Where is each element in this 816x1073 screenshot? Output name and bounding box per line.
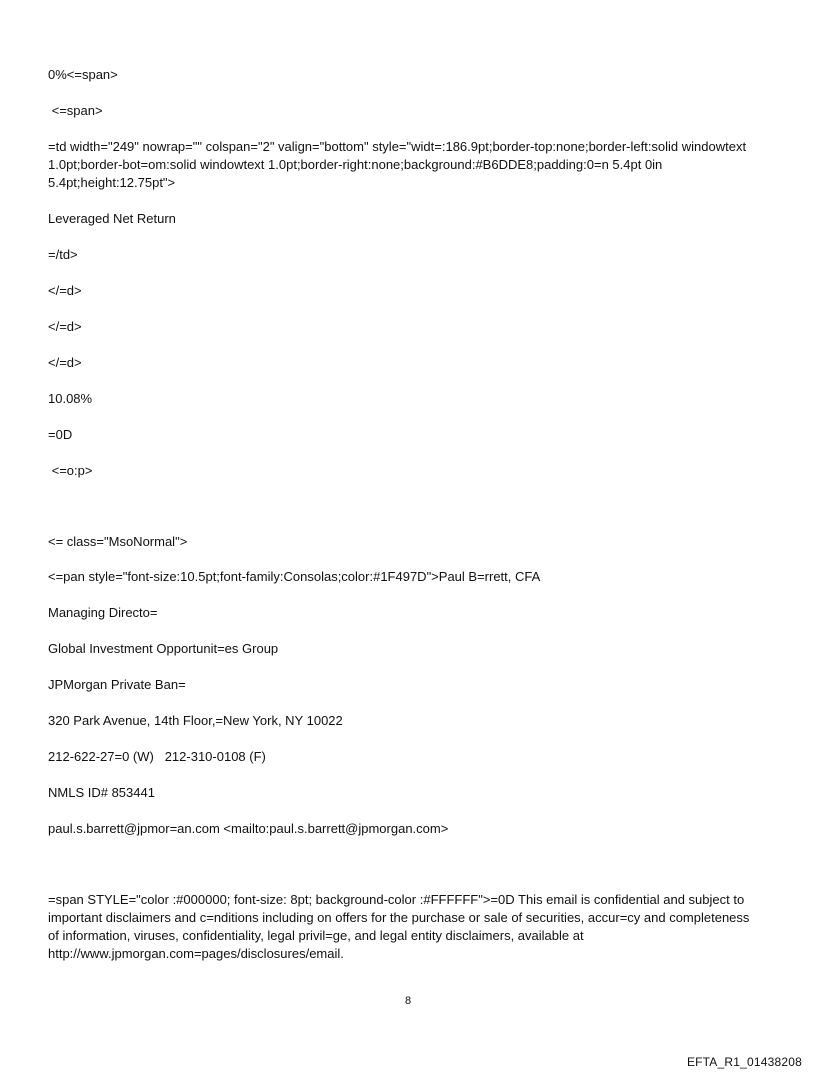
signature-email: paul.s.barrett@jpmor=an.com <mailto:paul.s.barrett@jpmorgan.com> bbox=[48, 821, 449, 836]
text-line: =0D bbox=[48, 427, 73, 442]
disclaimer-paragraph: =span STYLE="color :#000000; font-size: 8pt; background-color :#FFFFFF">=0D This email is confidential and subject to important disclaimers and c=nditions including on offers for the purchase or sale of securities, accur=cy and completeness of information, viruses, confidentiality, legal privil=ge, and legal entity disclaimers, available at http://www.jpmorgan.com=pages/disclosures/email. bbox=[48, 892, 750, 961]
table-cell-markup: =td width="249" nowrap="" colspan="2" valign="bottom" style="widt=:186.9pt;border-top:none;border-left:solid windowtext 1.0pt;border-bot=om:solid windowtext 1.0pt;border-right:none;background:#B6DDE8;padding:0=n 5.4pt 0in 5.4pt;height:12.75pt"> bbox=[48, 139, 747, 190]
text-line: <=span> bbox=[48, 103, 103, 118]
text-line: Leveraged Net Return bbox=[48, 211, 176, 226]
signature-name-line: <=pan style="font-size:10.5pt;font-family:Consolas;color:#1F497D">Paul B=rrett, CFA bbox=[48, 569, 541, 584]
text-line: <= class="MsoNormal"> bbox=[48, 534, 188, 549]
document-id: EFTA_R1_01438208 bbox=[686, 1055, 802, 1069]
signature-company: JPMorgan Private Ban= bbox=[48, 677, 186, 692]
text-line: <=o:p> bbox=[48, 463, 93, 478]
signature-title: Managing Directo= bbox=[48, 605, 158, 620]
text-line: =/td> bbox=[48, 247, 78, 262]
text-line: 0%<=span> bbox=[48, 67, 118, 82]
signature-address: 320 Park Avenue, 14th Floor,=New York, NY 10022 bbox=[48, 713, 343, 728]
text-line: </=d> bbox=[48, 283, 82, 298]
text-line: </=d> bbox=[48, 319, 82, 334]
signature-group: Global Investment Opportunit=es Group bbox=[48, 641, 279, 656]
signature-nmls: NMLS ID# 853441 bbox=[48, 785, 155, 800]
signature-phone: 212-622-27=0 (W) 212-310-0108 (F) bbox=[48, 749, 266, 764]
text-line: 10.08% bbox=[48, 391, 93, 406]
text-line: </=d> bbox=[48, 355, 82, 370]
page-number: 8 bbox=[404, 995, 412, 1007]
